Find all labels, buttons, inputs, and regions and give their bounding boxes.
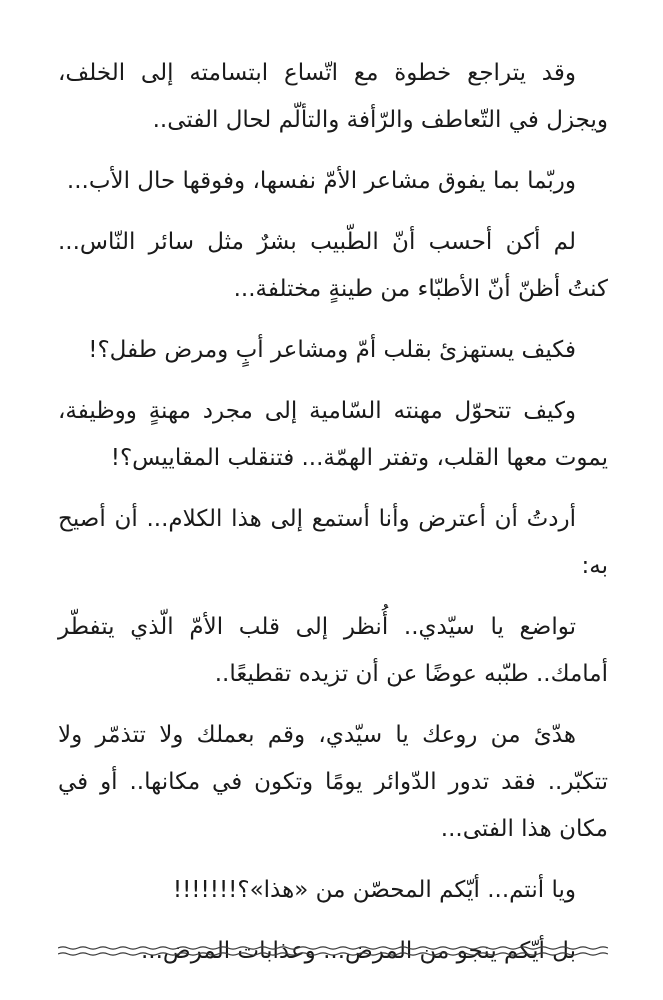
paragraph-5: وكيف تتحوّل مهنته السّامية إلى مجرد مهنةٍ ووظيفة، يموت معها القلب، وتفتر الهمّة... فتنقلب المقاييس؟! [58, 398, 608, 471]
wavy-line-lower [58, 953, 608, 955]
book-page-text [58, 50, 608, 989]
paragraph-9: ويا أنتم... أيّكم المحصّن من «هذا»؟!!!!!!! [172, 877, 576, 903]
paragraph-8: هدّئ من روعك يا سيّدي، وقم بعملك ولا تتذمّر ولا تتكبّر.. فقد تدور الدّوائر يومًا وتكون في مكانها.. أو في مكان هذا الفتى... [58, 722, 608, 842]
wavy-line-upper [58, 947, 608, 949]
paragraph-10: بل أيّكم ينجو من المرض... وعذابات المرض... [141, 938, 576, 964]
paragraph-7: تواضع يا سيّدي.. أُنظر إلى قلب الأمّ الّذي يتفطّر أمامك.. طبّبه عوضًا عن أن تزيده تقطيعًا.. [58, 614, 608, 687]
wavy-divider [58, 944, 608, 958]
paragraph-2: وربّما بما يفوق مشاعر الأمّ نفسها، وفوقها حال الأب... [66, 168, 576, 194]
paragraph-6: أردتُ أن أعترض وأنا أستمع إلى هذا الكلام... أن أصيح به: [58, 506, 608, 579]
paragraph-4: فكيف يستهزئ بقلب أمّ ومشاعر أبٍ ومرض طفل؟! [88, 337, 576, 363]
paragraph-1: وقد يتراجع خطوة مع اتّساع ابتسامته إلى الخلف، ويجزل في التّعاطف والرّأفة والتألّم لحال الفتى.. [58, 60, 608, 133]
paragraph-3: لم أكن أحسب أنّ الطّبيب بشرٌ مثل سائر النّاس... كنتُ أظنّ أنّ الأطبّاء من طينةٍ مختلفة... [58, 229, 608, 302]
